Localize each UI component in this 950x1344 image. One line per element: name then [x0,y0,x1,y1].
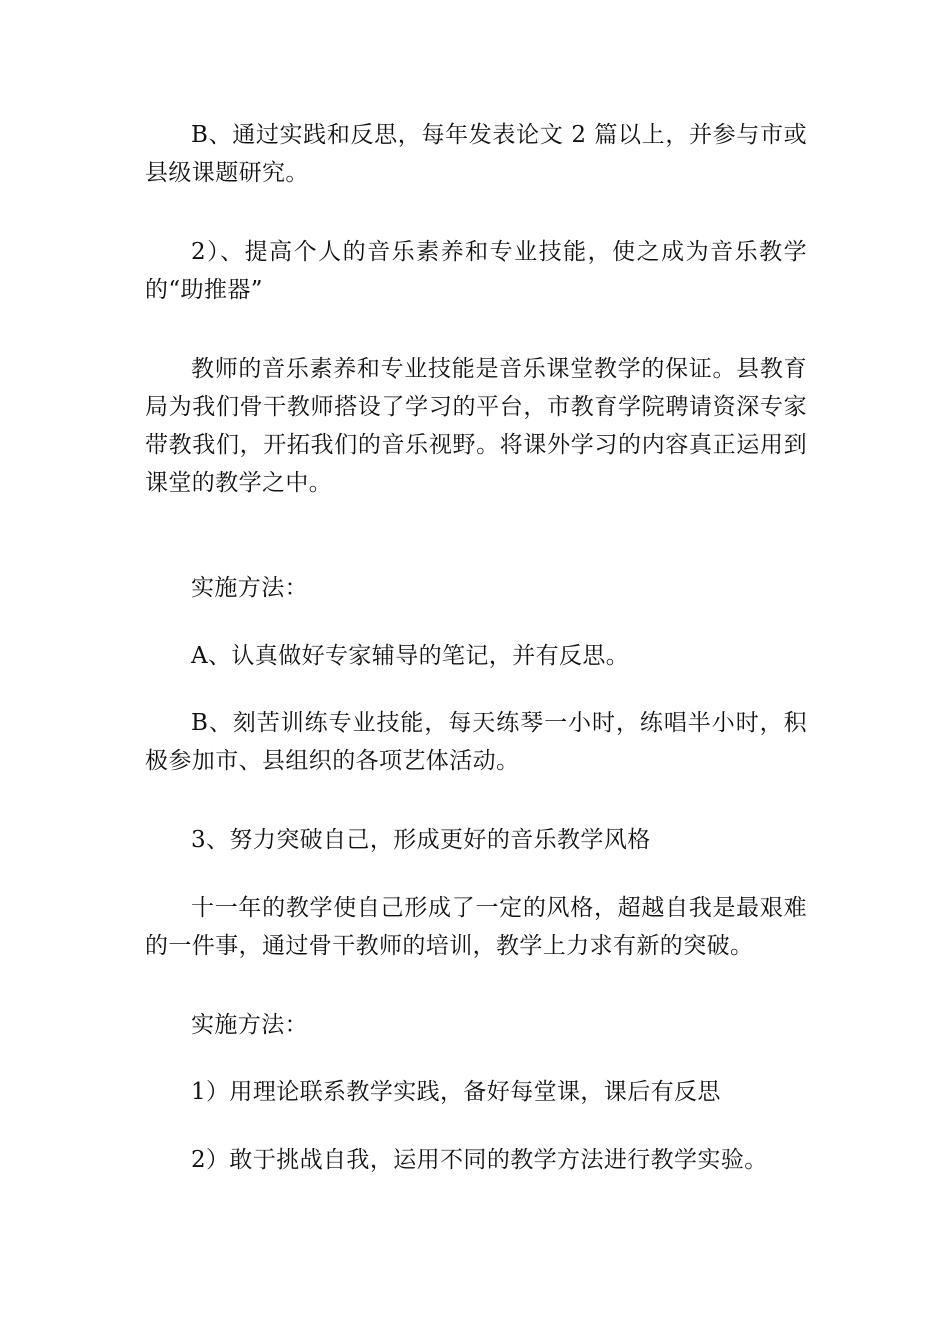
paragraph-10: 1）用理论联系教学实践，备好每堂课，课后有反思 [191,1079,721,1105]
document-page [145,0,807,1344]
paragraph-3: 教师的音乐素养和专业技能是音乐课堂教学的保证。县教育局为我们骨干教师搭设了学习的平台，市教育学院聘请资深专家带教我们，开拓我们的音乐视野。将课外学习的内容真正运用到课堂的教学之中。 [145,356,807,496]
paragraph-11: 2）敢于挑战自我，运用不同的教学方法进行教学实验。 [191,1147,768,1173]
paragraph-7: 3、努力突破自己，形成更好的音乐教学风格 [191,827,651,853]
paragraph-6: B、刻苦训练专业技能，每天练琴一小时，练唱半小时，积极参加市、县组织的各项艺体活动。 [145,710,807,774]
paragraph-5: A、认真做好专家辅导的笔记，并有反思。 [191,643,630,669]
paragraph-8: 十一年的教学使自己形成了一定的风格，超越自我是最艰难的一件事，通过骨干教师的培训，教学上力求有新的突破。 [145,895,807,959]
paragraph-9: 实施方法： [191,1012,308,1038]
paragraph-1: B、通过实践和反思，每年发表论文 2 篇以上，并参与市或县级课题研究。 [145,122,807,186]
paragraph-4: 实施方法： [191,575,308,601]
paragraph-2: 2）、提高个人的音乐素养和专业技能，使之成为音乐教学的“助推器” [145,239,807,303]
